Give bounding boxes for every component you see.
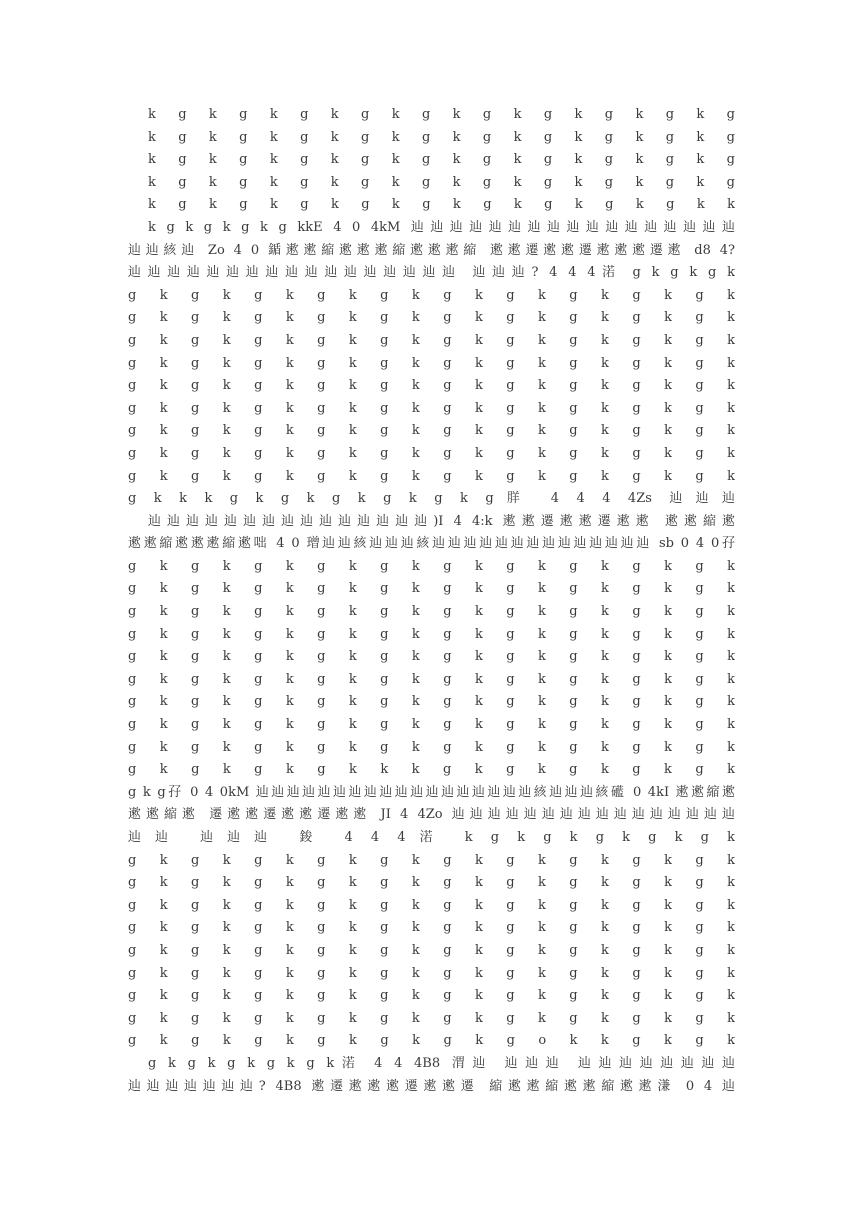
text-line [128,714,735,737]
text-line-content: g k g k g k g k g k g k g k g k g k g k [128,604,735,620]
text-line-content: 遬遬縮遬遬遬縮遬咄 4 0 璔辿辿絯辿辿辿絯辿辿辿辿辿辿辿辿辿辿辿辿辿辿 sb 0 4 0孖 [128,536,735,552]
text-line [128,217,735,240]
text-line [128,533,735,556]
text-line [128,488,735,511]
text-line-content: g k g k g k g k g k g k g k g k g k g k [128,875,735,891]
text-line-content: k g k g k g k g k g k g k g k g k g k k [148,197,735,213]
text-line [128,691,735,714]
text-line-content: g k g k g k g k g k g k g k g k g k g k [128,332,735,348]
text-line [128,624,735,647]
text-line [128,556,735,579]
text-line [128,172,735,195]
text-line-content: g k g k g k g k g k g k g k g k g k g k [128,310,735,326]
text-line [128,149,735,172]
text-line-content: g k g k g k g k g k g k g k g k g k g k [128,649,735,665]
text-line [128,262,735,285]
text-line [128,601,735,624]
text-line [128,330,735,353]
text-line [128,646,735,669]
text-line [128,194,735,217]
text-line-content: g k g k g k g k g k g k g o k k g k g k [128,1033,735,1049]
text-line [128,1008,735,1031]
text-line-content: g k g k g k g k g k g k g k g k g k g k [128,445,735,461]
text-line-content: g k g k g k g k g k g k g k g k g k g k [128,694,735,710]
text-line-content: g k g孖 0 4 0kM 辿辿辿辿辿辿辿辿辿辿辿辿辿辿辿辿辿辿絯辿辿辿絯礷 0 4kI 遬遬縮遬 [128,784,735,800]
text-line-content: g k g k g k g k g k g k g k g k g k g k [128,423,735,439]
text-line-content: g k g k g k g k g k g k g k g k g k g k [128,626,735,642]
text-line [128,1030,735,1053]
text-line [128,240,735,263]
text-line-content: k g k g k g k g k g k g k g k g k g k g [148,174,735,190]
text-line-content: g k g k g k g k g k g k g k g k g k g k [128,378,735,394]
text-line [128,466,735,489]
text-line-content: g k g k g k g k g k g k g k g k g k g k [128,739,735,755]
text-line [128,443,735,466]
text-line-content: 辿辿辿辿辿辿辿辿辿辿辿辿辿辿辿辿辿 辿辿辿? 4 4 4渃 g k g k g k [128,265,735,281]
text-line-content: k g k g k g k g k g k g k g k g k g k g [148,129,735,145]
text-line-content: g k g k g k g k g k g k g k g k g k g k [128,920,735,936]
text-line-content: g k g k g k g k g k g k g k g k g k g k [128,988,735,1004]
text-line [128,578,735,601]
text-line-content: g k g k g k g k g k g k g k g k g k g k [128,558,735,574]
text-line [128,804,735,827]
text-line [128,1076,735,1099]
text-line-content: k g k g k g k g k g k g k g k g k g k g [148,152,735,168]
text-line [128,895,735,918]
text-line [128,850,735,873]
text-line-content: 遬遬縮遬 遷遬遬遷遬遬遷遬遬 JI 4 4Zo 辿辿辿辿辿辿辿辿辿辿辿辿辿辿辿辿 [128,807,735,823]
text-line-content: g k g k g k g k g k g k g k g k g k g k [128,717,735,733]
text-line-content: g k g k g k g k g k g k g k g k g k g k [128,852,735,868]
text-line [128,353,735,376]
text-line-content: g k g k g k g k g k g k g k g k g k g k [128,400,735,416]
text-line-content: g k g k g k g k g k g k g k g k g k g k [128,965,735,981]
text-line-content: g k g k g k g k g k g k g k g k g k g k [128,671,735,687]
text-line [128,985,735,1008]
text-line-content: g k g k g k g k g k g k g k g k g k g k [128,468,735,484]
body-text [128,104,735,1098]
text-line [128,285,735,308]
text-line [128,127,735,150]
text-line [128,104,735,127]
text-line-content: k g k g k g k g kkE 4 0 4kM 辿辿辿辿辿辿辿辿辿辿辿辿辿辿辿辿辿 [148,219,735,235]
text-line-content: g k g k g k g k g k g k g k g k g k g k [128,1010,735,1026]
text-line-content: g k g k g k g k g k g k g k g k g k g k [128,897,735,913]
text-line [128,420,735,443]
text-line [128,307,735,330]
text-line-content: k g k g k g k g k g k g k g k g k g k g [148,107,735,122]
text-line-content: g k g k g k g k g k g k g k g k g k g k [128,581,735,597]
text-line [128,759,735,782]
text-line [128,737,735,760]
text-line [128,1053,735,1076]
text-line-content: g k g k g k g k g k g k g k g k g k g k [128,287,735,303]
text-line [128,940,735,963]
text-line-content: g k g k g k g k g k渃 4 4 4B8 渭辿 辿辿辿 辿辿辿辿辿辿辿辿 [148,1055,735,1071]
text-line [128,827,735,850]
text-line [128,669,735,692]
text-line [128,398,735,421]
text-line [128,511,735,534]
text-line-content: 辿辿辿辿辿辿辿辿辿辿辿辿辿辿辿)I 4 4:k 遬遬遷遬遬遷遬遬 遬遬縮遬 [148,513,735,529]
text-line [128,782,735,805]
text-line-content: 辿辿辿辿辿辿辿? 4B8 遬遷遬遬遬遷遬遬遷 縮遬遬縮遬遬縮遬遬溓 0 4 辿 [128,1078,735,1094]
text-line-content: g k g k g k g k k k g k g k g k g k g k [128,762,735,778]
text-line [128,963,735,986]
text-line-content: g k g k g k g k g k g k g k g k g k g k [128,355,735,371]
text-line [128,872,735,895]
text-line-content: 辿辿絯辿 Zo 4 0 鍎遬遬縮遬遬遬縮遬遬遬縮 遬遬遷遬遬遷遬遬遬遷遬 d8 4? [128,242,735,258]
text-line-content: 辿辿 辿辿辿 鋑 4 4 4渃 k g k g k g k g k g k [128,830,735,845]
text-line [128,375,735,398]
text-line-content: g k k k g k g k g k g k g k g羘 4 4 4 4Zs 辿辿辿 [128,491,735,507]
text-line-content: g k g k g k g k g k g k g k g k g k g k [128,942,735,958]
text-line [128,917,735,940]
